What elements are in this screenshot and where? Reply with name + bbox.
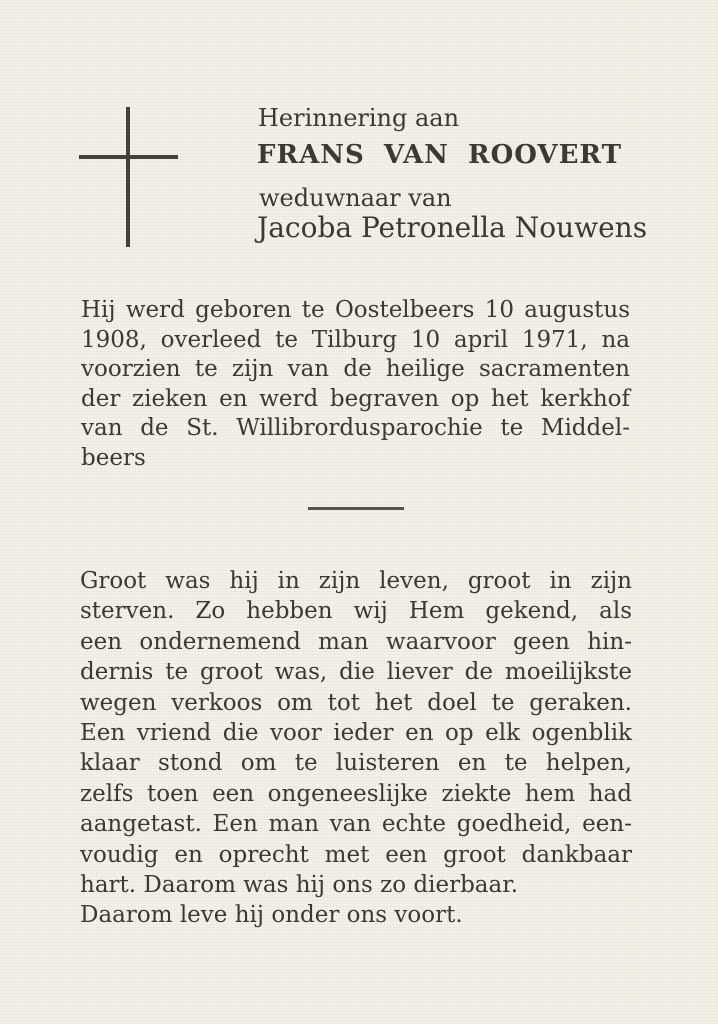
text-line: klaar stond om te luisteren en te helpen,: [80, 750, 632, 777]
text-line: dernis te groot was, die liever de moeilijkste: [80, 659, 632, 686]
eulogy-paragraph: [80, 566, 632, 931]
text-line: een ondernemend man waarvoor geen hin-: [80, 628, 632, 655]
text-line: wegen verkoos om tot het doel te geraken.: [80, 689, 632, 716]
text-line: voudig en oprecht met een groot dankbaar: [80, 841, 632, 868]
cross-horizontal-bar: [79, 155, 178, 159]
text-line: voorzien te zijn van de heilige sacramenten: [81, 356, 630, 382]
text-line: aangetast. Een man van echte goedheid, een-: [80, 811, 632, 838]
text-line: hart. Daarom was hij ons zo dierbaar.: [80, 872, 518, 899]
deceased-name: FRANS VAN ROOVERT: [257, 140, 622, 170]
text-line: der zieken en werd begraven op het kerkhof: [81, 385, 630, 412]
text-line: 1908, overleed te Tilburg 10 april 1971, na: [81, 326, 630, 353]
text-line: Groot was hij in zijn leven, groot in zijn: [80, 568, 632, 594]
text-line: sterven. Zo hebben wij Hem gekend, als: [80, 598, 632, 625]
cross-vertical-bar: [126, 107, 130, 247]
text-line: beers: [81, 444, 146, 471]
spouse-name: Jacoba Petronella Nouwens: [257, 211, 648, 244]
text-line: Hij werd geboren te Oostelbeers 10 augustus: [81, 297, 630, 323]
text-line: Een vriend die voor ieder en op elk ogenblik: [80, 720, 632, 747]
life-dates-paragraph: [81, 296, 630, 473]
relation-line: weduwnaar van: [259, 184, 452, 212]
text-line: Daarom leve hij onder ons voort.: [80, 902, 463, 929]
memorial-phrase: Herinnering aan: [258, 104, 460, 132]
text-line: zelfs toen een ongeneeslijke ziekte hem had: [80, 780, 632, 807]
section-divider: [308, 507, 404, 510]
text-line: van de St. Willibrordusparochie te Middel-: [81, 415, 630, 441]
